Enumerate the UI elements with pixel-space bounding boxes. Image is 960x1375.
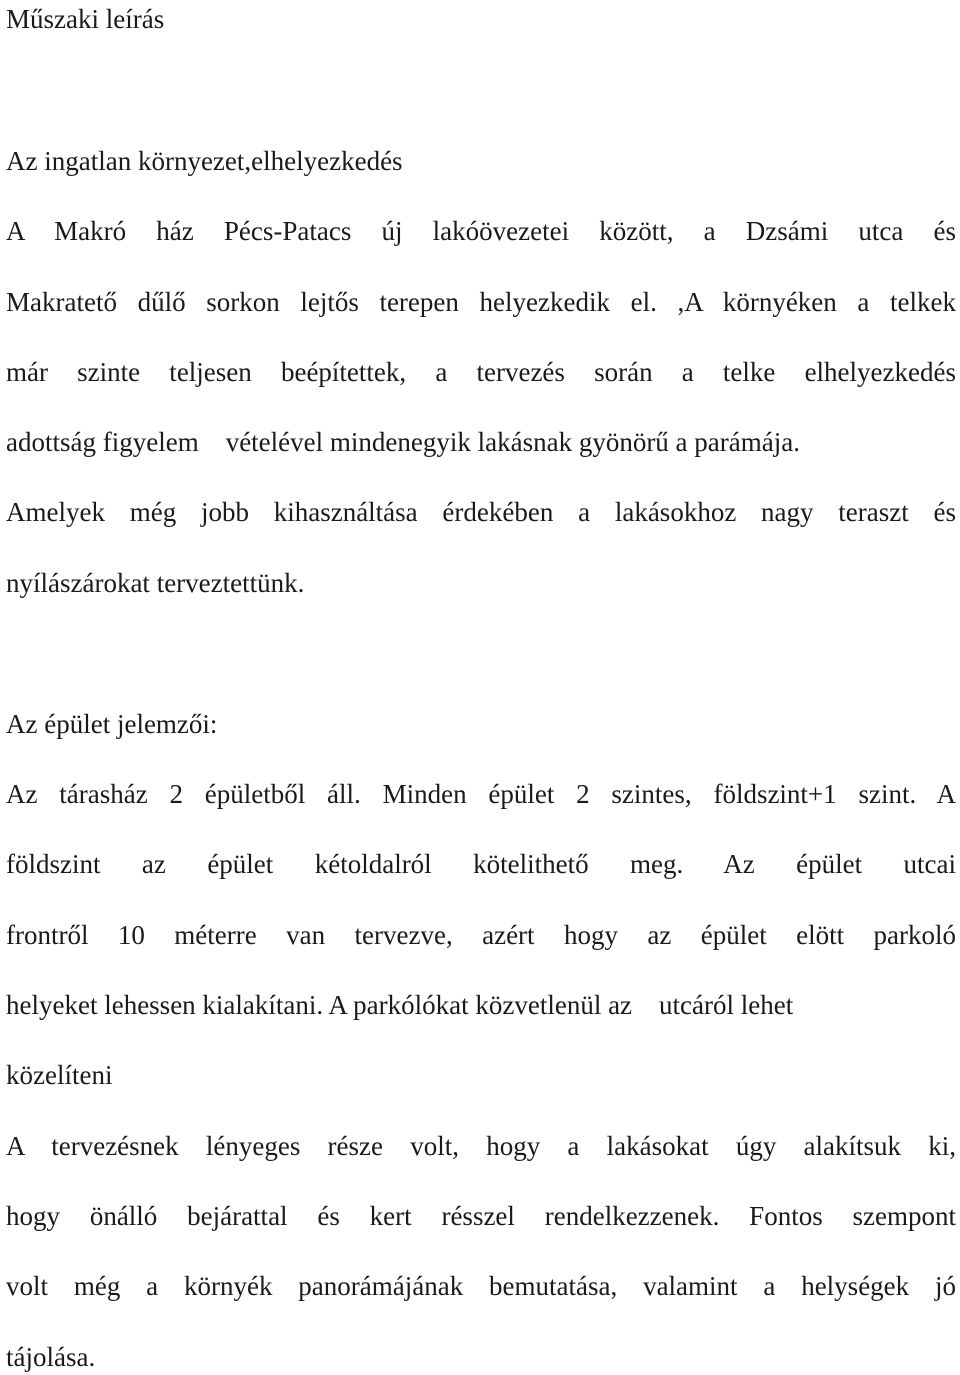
document-title: Műszaki leírás (6, 4, 165, 34)
paragraph-line: már szinte teljesen beépítettek, a tervezés során a telke elhelyezkedés (6, 357, 956, 387)
paragraph-line: közelíteni (6, 1060, 113, 1090)
section-heading-location: Az ingatlan környezet,elhelyezkedés (6, 146, 403, 176)
paragraph-line: nyílászárokat terveztettünk. (6, 568, 305, 598)
paragraph-line: Amelyek még jobb kihasználtása érdekében a lakásokhoz nagy teraszt és (6, 497, 956, 527)
paragraph-line: frontről 10 méterre van tervezve, azért hogy az épület elött parkoló (6, 920, 956, 950)
paragraph-line: Az tárasház 2 épületből áll. Minden épület 2 szintes, földszint+1 szint. A (6, 779, 956, 809)
paragraph-line: tájolása. (6, 1342, 96, 1372)
paragraph-line: hogy önálló bejárattal és kert résszel rendelkezzenek. Fontos szempont (6, 1201, 956, 1231)
paragraph-line: Makratető dűlő sorkon lejtős terepen helyezkedik el. ,A környéken a telkek (6, 287, 956, 317)
paragraph-line: A Makró ház Pécs-Patacs új lakóövezetei között, a Dzsámi utca és (6, 216, 956, 246)
paragraph-line: volt még a környék panorámájának bemutatása, valamint a helységek jó (6, 1271, 956, 1301)
paragraph-line: adottság figyelem vételével mindenegyik lakásnak gyönörű a parámája. (6, 427, 800, 457)
paragraph-line: helyeket lehessen kialakítani. A parkólókat közvetlenül az utcáról lehet (6, 990, 794, 1020)
section-heading-features: Az épület jelemzői: (6, 709, 218, 739)
paragraph-line: földszint az épület kétoldalról kötelithető meg. Az épület utcai (6, 849, 956, 879)
paragraph-line: A tervezésnek lényeges része volt, hogy a lakásokat úgy alakítsuk ki, (6, 1131, 956, 1161)
